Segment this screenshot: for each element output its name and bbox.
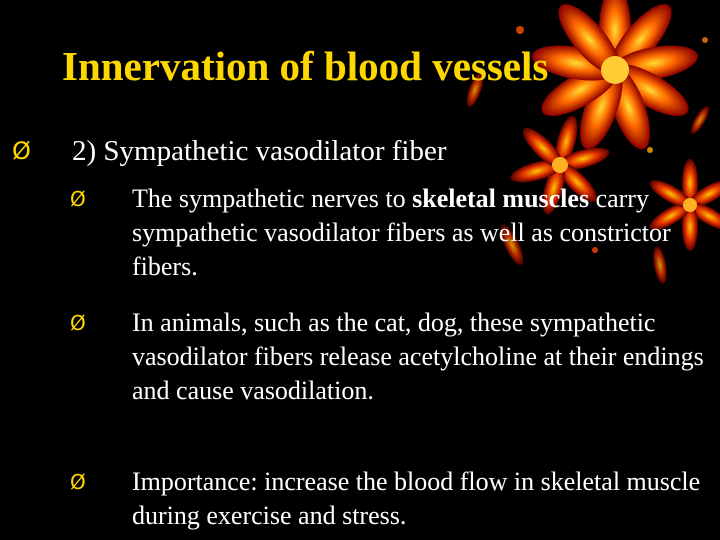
bullet-text: [132, 182, 710, 284]
bullet-text: Importance: increase the blood flow in skeletal muscle during exercise and stress.: [132, 467, 701, 530]
slide-title: Innervation of blood vessels: [62, 43, 549, 89]
bullet-level1-text: 2) Sympathetic vasodilator fiber: [72, 135, 447, 167]
arrow-bullet-icon: Ø: [12, 137, 31, 165]
bullet-item-animals: [70, 306, 710, 408]
bullet-text: In animals, such as the cat, dog, these sympathetic vasodilator fibers release acetylcholine at their endings and cause vasodilation.: [132, 308, 704, 405]
bullet-level1: [12, 134, 446, 168]
emphasized-term: skeletal muscles: [412, 184, 590, 213]
bullet-text-end: carry sympathetic vasodilator fibers as well as constrictor fibers.: [132, 184, 671, 281]
bullet-item-skeletal-muscles: [70, 182, 710, 284]
arrow-bullet-icon: Ø: [70, 470, 86, 494]
arrow-bullet-icon: Ø: [70, 311, 86, 335]
bullet-item-importance: [70, 465, 710, 533]
bullet-text-start: The sympathetic nerves to: [132, 184, 413, 213]
arrow-bullet-icon: Ø: [70, 187, 86, 211]
